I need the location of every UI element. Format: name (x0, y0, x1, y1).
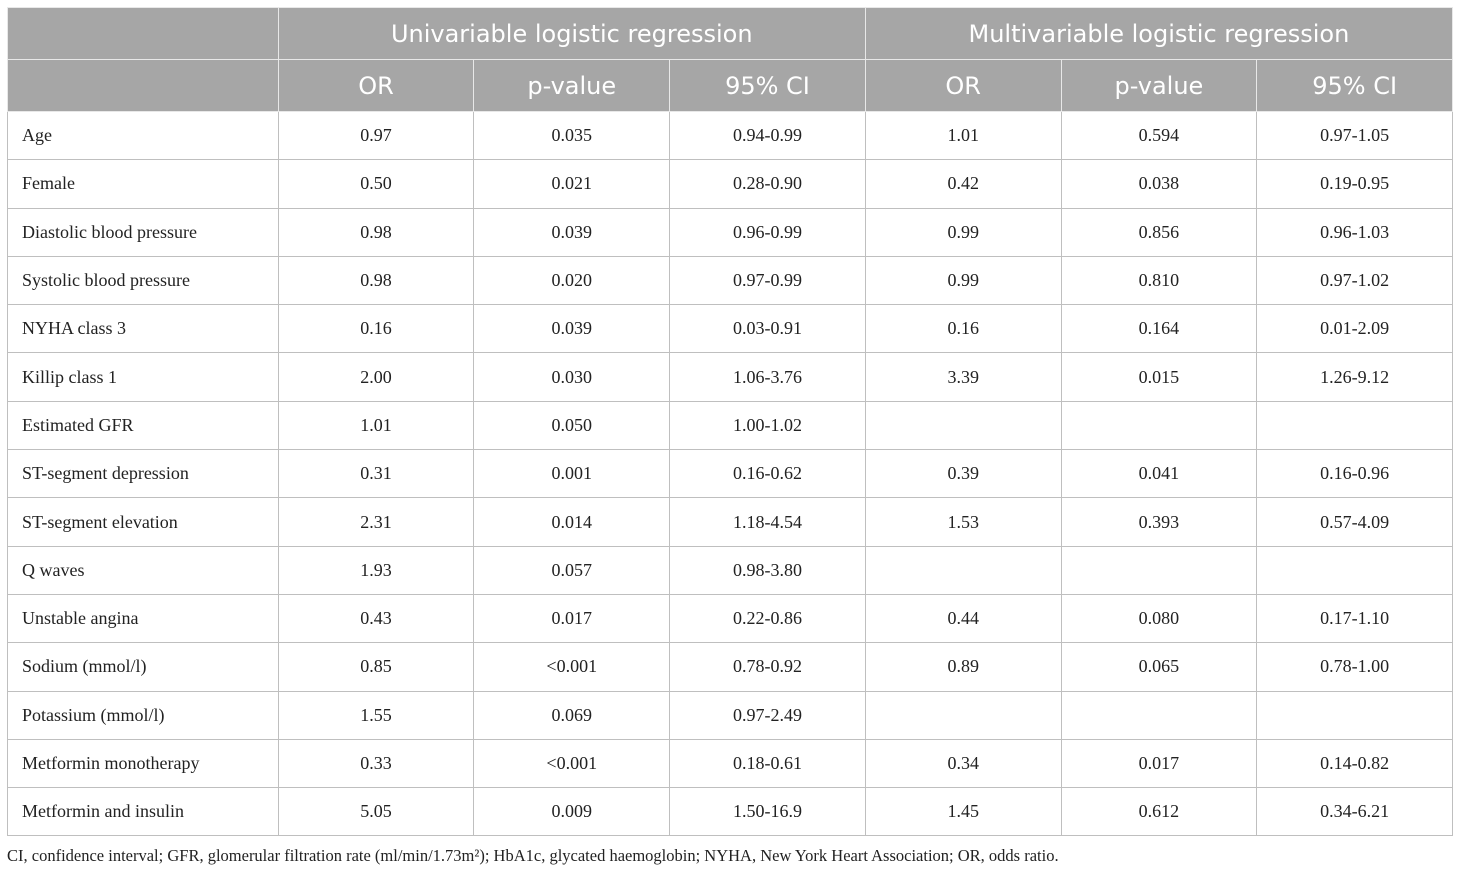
header-group-row (8, 8, 1453, 60)
header-uni-ci: 95% CI (670, 60, 866, 112)
uni-pvalue-cell: 0.039 (474, 305, 670, 353)
multi-ci-cell: 0.57-4.09 (1257, 498, 1453, 546)
table-row (8, 208, 1453, 256)
regression-table-container (7, 7, 1453, 836)
table-footnote: CI, confidence interval; GFR, glomerular filtration rate (ml/min/1.73m²); HbA1c, glycated haemoglobin; NYHA, New York Heart Association; OR, odds ratio. (7, 846, 1059, 865)
table-row (8, 450, 1453, 498)
multi-ci-cell: 0.19-0.95 (1257, 160, 1453, 208)
row-label: Diastolic blood pressure (8, 208, 279, 256)
header-uni-or: OR (278, 60, 474, 112)
multi-ci-cell (1257, 691, 1453, 739)
multi-pvalue-cell (1061, 546, 1257, 594)
multi-pvalue-cell (1061, 401, 1257, 449)
uni-or-cell: 2.00 (278, 353, 474, 401)
row-label: Unstable angina (8, 594, 279, 642)
table-row (8, 546, 1453, 594)
uni-ci-cell: 0.16-0.62 (670, 450, 866, 498)
header-multi-ci: 95% CI (1257, 60, 1453, 112)
uni-or-cell: 1.55 (278, 691, 474, 739)
row-label: NYHA class 3 (8, 305, 279, 353)
uni-or-cell: 0.97 (278, 112, 474, 160)
row-label: ST-segment elevation (8, 498, 279, 546)
multi-ci-cell (1257, 546, 1453, 594)
row-label: Sodium (mmol/l) (8, 643, 279, 691)
multi-ci-cell: 0.14-0.82 (1257, 739, 1453, 787)
uni-or-cell: 1.01 (278, 401, 474, 449)
uni-ci-cell: 1.50-16.9 (670, 788, 866, 836)
uni-pvalue-cell: 0.001 (474, 450, 670, 498)
multi-pvalue-cell: 0.017 (1061, 739, 1257, 787)
multi-ci-cell: 0.97-1.05 (1257, 112, 1453, 160)
uni-pvalue-cell: 0.014 (474, 498, 670, 546)
row-label: Metformin and insulin (8, 788, 279, 836)
uni-or-cell: 0.33 (278, 739, 474, 787)
multi-or-cell: 1.01 (865, 112, 1061, 160)
multi-or-cell: 1.45 (865, 788, 1061, 836)
uni-or-cell: 0.98 (278, 208, 474, 256)
multi-or-cell: 0.39 (865, 450, 1061, 498)
table-row (8, 788, 1453, 836)
uni-pvalue-cell: <0.001 (474, 739, 670, 787)
uni-pvalue-cell: 0.030 (474, 353, 670, 401)
table-row (8, 160, 1453, 208)
table-row (8, 305, 1453, 353)
multi-or-cell: 0.99 (865, 208, 1061, 256)
multi-pvalue-cell: 0.080 (1061, 594, 1257, 642)
table-row (8, 498, 1453, 546)
multi-or-cell (865, 546, 1061, 594)
multi-pvalue-cell: 0.038 (1061, 160, 1257, 208)
uni-ci-cell: 1.00-1.02 (670, 401, 866, 449)
uni-or-cell: 1.93 (278, 546, 474, 594)
uni-pvalue-cell: 0.069 (474, 691, 670, 739)
uni-ci-cell: 1.18-4.54 (670, 498, 866, 546)
uni-pvalue-cell: 0.017 (474, 594, 670, 642)
uni-or-cell: 0.31 (278, 450, 474, 498)
uni-ci-cell: 0.97-0.99 (670, 256, 866, 304)
multi-or-cell: 0.89 (865, 643, 1061, 691)
multi-pvalue-cell: 0.041 (1061, 450, 1257, 498)
multi-or-cell: 3.39 (865, 353, 1061, 401)
multi-pvalue-cell: 0.810 (1061, 256, 1257, 304)
multi-or-cell: 0.42 (865, 160, 1061, 208)
multi-or-cell: 0.16 (865, 305, 1061, 353)
table-row (8, 739, 1453, 787)
uni-ci-cell: 0.97-2.49 (670, 691, 866, 739)
multi-pvalue-cell: 0.164 (1061, 305, 1257, 353)
table-row (8, 353, 1453, 401)
multi-or-cell: 0.44 (865, 594, 1061, 642)
uni-ci-cell: 0.94-0.99 (670, 112, 866, 160)
multi-pvalue-cell: 0.594 (1061, 112, 1257, 160)
header-empty-cell (8, 60, 279, 112)
uni-or-cell: 5.05 (278, 788, 474, 836)
uni-pvalue-cell: 0.035 (474, 112, 670, 160)
header-multi-or: OR (865, 60, 1061, 112)
uni-or-cell: 0.98 (278, 256, 474, 304)
uni-or-cell: 0.85 (278, 643, 474, 691)
row-label: Age (8, 112, 279, 160)
header-univariable: Univariable logistic regression (278, 8, 865, 60)
multi-or-cell (865, 691, 1061, 739)
multi-pvalue-cell: 0.856 (1061, 208, 1257, 256)
header-empty-cell (8, 8, 279, 60)
table-row (8, 401, 1453, 449)
multi-pvalue-cell: 0.393 (1061, 498, 1257, 546)
uni-ci-cell: 0.28-0.90 (670, 160, 866, 208)
multi-ci-cell: 1.26-9.12 (1257, 353, 1453, 401)
uni-pvalue-cell: 0.050 (474, 401, 670, 449)
table-row (8, 256, 1453, 304)
multi-or-cell: 1.53 (865, 498, 1061, 546)
regression-table (7, 7, 1453, 836)
table-row (8, 112, 1453, 160)
uni-ci-cell: 0.03-0.91 (670, 305, 866, 353)
uni-ci-cell: 0.96-0.99 (670, 208, 866, 256)
multi-or-cell (865, 401, 1061, 449)
row-label: Potassium (mmol/l) (8, 691, 279, 739)
multi-pvalue-cell: 0.612 (1061, 788, 1257, 836)
uni-ci-cell: 0.78-0.92 (670, 643, 866, 691)
multi-pvalue-cell: 0.065 (1061, 643, 1257, 691)
row-label: Q waves (8, 546, 279, 594)
uni-ci-cell: 1.06-3.76 (670, 353, 866, 401)
uni-pvalue-cell: <0.001 (474, 643, 670, 691)
header-multivariable: Multivariable logistic regression (865, 8, 1452, 60)
table-row (8, 594, 1453, 642)
multi-ci-cell: 0.17-1.10 (1257, 594, 1453, 642)
table-body (8, 112, 1453, 836)
multi-pvalue-cell: 0.015 (1061, 353, 1257, 401)
multi-ci-cell: 0.96-1.03 (1257, 208, 1453, 256)
uni-ci-cell: 0.98-3.80 (670, 546, 866, 594)
row-label: Female (8, 160, 279, 208)
table-row (8, 691, 1453, 739)
uni-ci-cell: 0.22-0.86 (670, 594, 866, 642)
uni-pvalue-cell: 0.021 (474, 160, 670, 208)
uni-ci-cell: 0.18-0.61 (670, 739, 866, 787)
row-label: Metformin monotherapy (8, 739, 279, 787)
multi-ci-cell: 0.97-1.02 (1257, 256, 1453, 304)
uni-or-cell: 0.50 (278, 160, 474, 208)
row-label: Estimated GFR (8, 401, 279, 449)
multi-or-cell: 0.99 (865, 256, 1061, 304)
multi-or-cell: 0.34 (865, 739, 1061, 787)
uni-pvalue-cell: 0.057 (474, 546, 670, 594)
multi-ci-cell: 0.01-2.09 (1257, 305, 1453, 353)
uni-or-cell: 0.16 (278, 305, 474, 353)
uni-pvalue-cell: 0.020 (474, 256, 670, 304)
uni-or-cell: 2.31 (278, 498, 474, 546)
uni-or-cell: 0.43 (278, 594, 474, 642)
row-label: Killip class 1 (8, 353, 279, 401)
table-header (8, 8, 1453, 112)
header-column-row (8, 60, 1453, 112)
header-multi-pvalue: p-value (1061, 60, 1257, 112)
table-row (8, 643, 1453, 691)
uni-pvalue-cell: 0.009 (474, 788, 670, 836)
header-uni-pvalue: p-value (474, 60, 670, 112)
multi-ci-cell (1257, 401, 1453, 449)
multi-ci-cell: 0.34-6.21 (1257, 788, 1453, 836)
multi-pvalue-cell (1061, 691, 1257, 739)
multi-ci-cell: 0.78-1.00 (1257, 643, 1453, 691)
multi-ci-cell: 0.16-0.96 (1257, 450, 1453, 498)
row-label: ST-segment depression (8, 450, 279, 498)
uni-pvalue-cell: 0.039 (474, 208, 670, 256)
row-label: Systolic blood pressure (8, 256, 279, 304)
